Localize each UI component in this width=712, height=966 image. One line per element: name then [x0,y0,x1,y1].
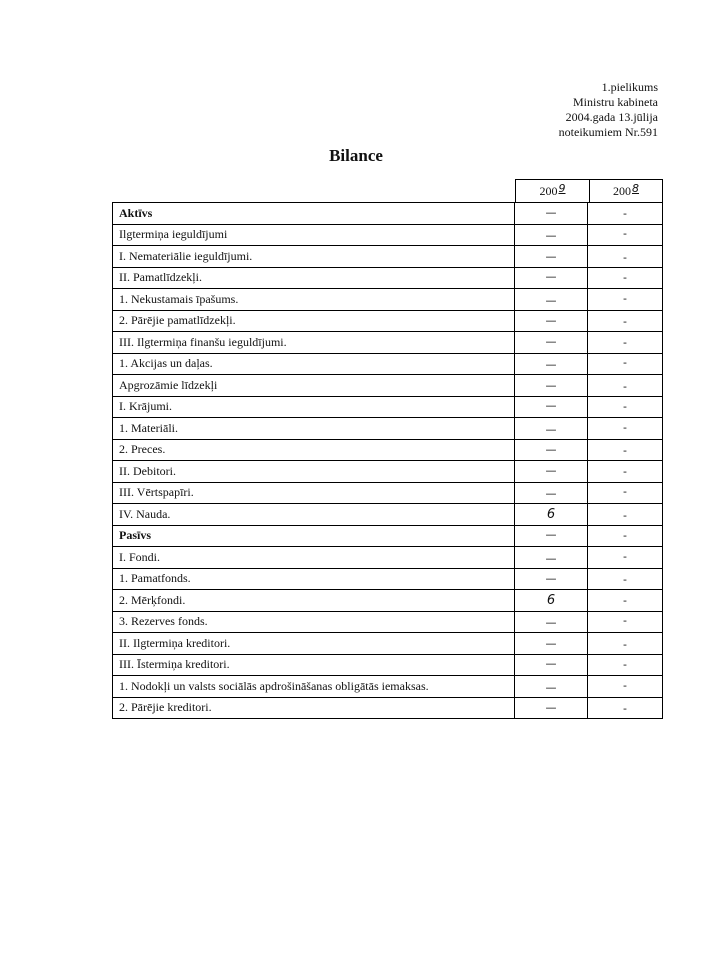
page-title: Bilance [329,146,383,165]
value-year-2-text: - [623,678,627,692]
table-row [113,267,663,289]
row-label: 2. Pārējie kreditori. [113,697,515,719]
value-year-1-text: — [545,680,557,694]
table-row [113,547,663,569]
value-year-2-text: - [623,614,627,628]
row-label: Aktīvs [113,203,515,225]
value-year-1-text: 6 [546,592,556,608]
row-label: I. Krājumi. [113,396,515,418]
row-label: I. Nemateriālie ieguldījumi. [113,246,515,268]
row-label: 1. Materiāli. [113,418,515,440]
value-year-1-text: — [545,572,557,586]
table-row [113,246,663,268]
value-year-2 [588,246,663,268]
value-year-1 [515,418,588,440]
value-year-2-text: - [623,593,627,607]
table-row [113,676,663,698]
value-year-1-text: — [545,528,557,542]
value-year-2 [588,568,663,590]
value-year-2-text: - [623,291,627,305]
value-year-2 [588,654,663,676]
value-year-1 [515,482,588,504]
value-year-1 [515,504,588,526]
value-year-1 [515,353,588,375]
table-row [113,375,663,397]
table-row [113,568,663,590]
value-year-2-text: - [623,356,627,370]
value-year-2 [588,396,663,418]
value-year-2 [588,289,663,311]
row-label: II. Pamatlīdzekļi. [113,267,515,289]
annex-regulation: noteikumiem Nr.591 [558,125,658,139]
value-year-1 [515,224,588,246]
value-year-1-text: — [545,399,557,413]
table-row [113,697,663,719]
row-label: 1. Nekustamais īpašums. [113,289,515,311]
value-year-2-text: - [623,444,627,458]
value-year-2-text: - [623,206,627,220]
table-row [113,310,663,332]
value-year-2 [588,310,663,332]
table-row [113,224,663,246]
value-year-1 [515,654,588,676]
row-label: 3. Rezerves fonds. [113,611,515,633]
value-year-2 [588,353,663,375]
value-year-1-text: — [545,314,557,328]
value-year-2-text: - [623,420,627,434]
value-year-2 [588,525,663,547]
table-row [113,289,663,311]
value-year-1-text: — [545,443,557,457]
table-row [113,611,663,633]
row-label: Apgrozāmie līdzekļi [113,375,515,397]
row-label: III. Īstermiņa kreditori. [113,654,515,676]
row-label: IV. Nauda. [113,504,515,526]
year-column-1 [516,180,590,202]
value-year-1-text: — [545,378,557,392]
row-label: II. Ilgtermiņa kreditori. [113,633,515,655]
value-year-2-text: - [623,271,627,285]
table-row [113,396,663,418]
value-year-1-text: — [545,229,557,243]
value-year-1-text: — [545,422,557,436]
row-label: III. Vērtspapīri. [113,482,515,504]
value-year-2-text: - [623,549,627,563]
value-year-2 [588,439,663,461]
value-year-2 [588,611,663,633]
value-year-1-text: — [545,463,557,477]
table-row [113,482,663,504]
table-row [113,461,663,483]
row-label: 1. Akcijas un daļas. [113,353,515,375]
value-year-2-text: - [623,658,627,672]
year-1-prefix: 200 [539,183,558,198]
value-year-2-text: - [623,250,627,264]
value-year-1 [515,568,588,590]
value-year-2-text: - [623,400,627,414]
value-year-2-text: - [623,508,627,522]
value-year-1 [515,289,588,311]
table-row [113,353,663,375]
row-label: 2. Preces. [113,439,515,461]
value-year-1-text: — [545,358,557,372]
value-year-1-text: — [545,701,557,715]
row-label: Pasīvs [113,525,515,547]
value-year-2 [588,676,663,698]
value-year-1 [515,375,588,397]
value-year-1 [515,439,588,461]
year-2-handwritten: 8 [632,181,639,195]
value-year-2 [588,224,663,246]
value-year-1 [515,267,588,289]
value-year-2 [588,504,663,526]
row-label: II. Debitori. [113,461,515,483]
value-year-1-text: — [545,551,557,565]
value-year-2 [588,633,663,655]
table-row [113,633,663,655]
year-1-handwritten: 9 [558,181,566,195]
table-row [113,203,663,225]
value-year-2-text: - [623,637,627,651]
year-2-prefix: 200 [613,183,631,198]
table-row [113,525,663,547]
value-year-1 [515,461,588,483]
row-label: I. Fondi. [113,547,515,569]
value-year-1 [515,525,588,547]
value-year-1 [515,310,588,332]
annex-date: 2004.gada 13.jūlija [565,110,658,124]
row-label: III. Ilgtermiņa finanšu ieguldījumi. [113,332,515,354]
table-row [113,439,663,461]
value-year-2 [588,418,663,440]
value-year-1-text: — [545,293,557,307]
table-row [113,590,663,612]
value-year-1-text: — [545,270,557,284]
value-year-2 [588,482,663,504]
value-year-1-text: — [545,657,557,671]
row-label: 2. Mērķfondi. [113,590,515,612]
value-year-2 [588,547,663,569]
value-year-1 [515,590,588,612]
value-year-1-text: — [545,636,557,650]
value-year-2 [588,590,663,612]
value-year-1-text: — [545,334,557,348]
value-year-1 [515,633,588,655]
table-row [113,504,663,526]
row-label: Ilgtermiņa ieguldījumi [113,224,515,246]
value-year-2 [588,267,663,289]
value-year-1 [515,611,588,633]
table-row [113,418,663,440]
value-year-2-text: - [623,227,627,241]
value-year-1 [515,547,588,569]
value-year-1 [515,332,588,354]
table-row [113,654,663,676]
value-year-2-text: - [623,573,627,587]
value-year-2 [588,332,663,354]
annex-issuer: Ministru kabineta [573,95,658,109]
annex-number: 1.pielikums [601,80,658,94]
value-year-2-text: - [623,379,627,393]
table-row [113,332,663,354]
value-year-2-text: - [623,335,627,349]
year-header [515,179,663,202]
value-year-1-text: — [545,616,557,630]
value-year-1-text: — [545,487,557,501]
value-year-2 [588,697,663,719]
value-year-2 [588,461,663,483]
value-year-1 [515,203,588,225]
annex-header [559,80,658,140]
value-year-1 [515,676,588,698]
row-label: 1. Pamatfonds. [113,568,515,590]
value-year-2 [588,203,663,225]
year-column-2 [590,180,662,202]
value-year-1 [515,246,588,268]
value-year-2-text: - [623,464,627,478]
value-year-2-text: - [623,315,627,329]
value-year-2-text: - [623,485,627,499]
value-year-1-text: 6 [546,506,556,522]
balance-table [112,202,663,719]
value-year-1 [515,396,588,418]
row-label: 1. Nodokļi un valsts sociālās apdrošināšanas obligātās iemaksas. [113,676,515,698]
value-year-2-text: - [623,702,627,716]
row-label: 2. Pārējie pamatlīdzekļi. [113,310,515,332]
value-year-1-text: — [545,249,557,263]
value-year-1 [515,697,588,719]
value-year-1-text: — [545,205,557,219]
value-year-2-text: - [623,529,627,543]
value-year-2 [588,375,663,397]
